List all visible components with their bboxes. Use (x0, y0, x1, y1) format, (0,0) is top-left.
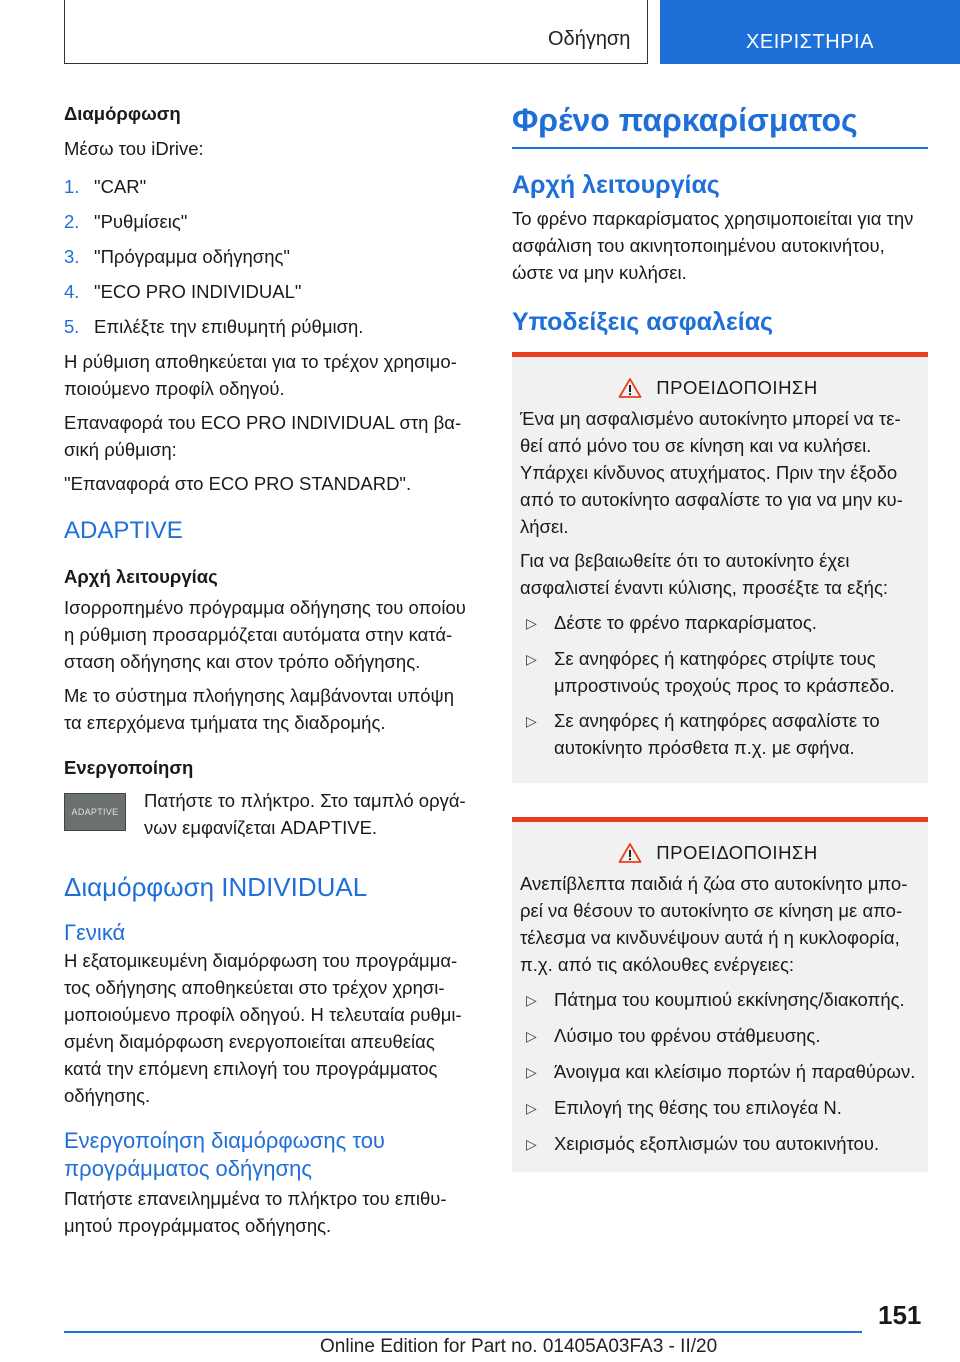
saved-text: Η ρύθμιση αποθηκεύεται για το τρέχον χρησιμοποιούμενο προφίλ οδηγού. (64, 351, 457, 399)
list-item: 4. "ECO PRO INDIVIDUAL" (64, 281, 302, 302)
warning-triangle-icon (618, 842, 642, 864)
principle-text-right: Το φρένο παρκαρίσματος χρησιμοποιείται για την ασφάλιση του ακινητοποιημένου αυτοκινήτου, ώστε να μην κυλήσει. (512, 208, 914, 283)
warning-box-2 (512, 817, 928, 1172)
footer-edition: Online Edition for Part no. 01405A03FA3 - II/20 (320, 1336, 718, 1357)
left-column (64, 100, 476, 1239)
adaptive-heading: ADAPTIVE (64, 517, 183, 544)
tab-controls[interactable]: ΧΕΙΡΙΣΤΗΡΙΑ (660, 0, 960, 64)
list-item: ▷ Άνοιγμα και κλείσιμο πορτών ή παραθύρων. (520, 1058, 916, 1086)
bullet-triangle-icon: ▷ (526, 1136, 537, 1152)
list-item: ▷ Λύσιμο του φρένου στάθμευσης. (520, 1022, 916, 1050)
reset-command: "Επαναφορά στο ECO PRO STANDARD". (64, 473, 412, 494)
activate-config-text: Πατήστε επανειλημμένα το πλήκτρο του επιθυμητού προγράμματος οδήγησης. (64, 1188, 447, 1236)
config-heading: Διαμόρφωση (64, 103, 181, 124)
list-item: 2. "Ρυθμίσεις" (64, 211, 188, 232)
page-number: 151 (878, 1300, 922, 1330)
bullet-triangle-icon: ▷ (526, 713, 537, 729)
list-item: 1. "CAR" (64, 176, 147, 197)
safety-heading: Υποδείξεις ασφαλείας (512, 308, 774, 336)
list-item: ▷ Σε ανηφόρες ή κατηφόρες στρίψτε τους μπροστινούς τροχούς προς το κράσπεδο. (520, 645, 916, 699)
via-idrive-text: Μέσω του iDrive: (64, 138, 204, 159)
list-item: 3. "Πρόγραμμα οδήγησης" (64, 246, 290, 267)
navigation-text: Με το σύστημα πλοήγησης λαμβάνονται υπόψη τα επερχόμενα τμήματα της διαδρομής. (64, 685, 455, 733)
activation-heading: Ενεργοποίηση (64, 757, 194, 778)
activation-row (64, 787, 476, 841)
bullet-triangle-icon: ▷ (526, 615, 537, 631)
list-item: ▷ Σε ανηφόρες ή κατηφόρες ασφαλίστε το αυτοκίνητο πρόσθετα π.χ. με σφήνα. (520, 707, 916, 761)
list-item: ▷ Δέστε το φρένο παρκαρίσματος. (520, 609, 916, 637)
list-item: ▷ Επιλογή της θέσης του επιλογέα N. (520, 1094, 916, 1122)
warning1-list (520, 609, 916, 761)
warning1-text: Ένα μη ασφαλισμένο αυτοκίνητο μπορεί να τεθεί από μόνο του σε κίνηση και να κυλήσει. Υπάρχει κίνδυνος ατυχήματος. Πριν την έξοδο από το αυτοκίνητο ασφαλίστε το για να μην κυλήσει. (520, 408, 903, 537)
right-column (512, 100, 928, 1172)
reset-text: Επαναφορά του ECO PRO INDIVIDUAL στη βασική ρύθμιση: (64, 412, 462, 460)
bullet-triangle-icon: ▷ (526, 1028, 537, 1044)
list-item: ▷ Χειρισμός εξοπλισμών του αυτοκινήτου. (520, 1130, 916, 1158)
bullet-triangle-icon: ▷ (526, 992, 537, 1008)
activate-config-heading: Ενεργοποίηση διαμόρφωσης του προγράμματος οδήγησης (64, 1128, 385, 1181)
warning-title: ΠΡΟΕΙΔΟΠΟΙΗΣΗ (520, 377, 916, 399)
general-text: Η εξατομικευμένη διαμόρφωση του προγράμματος οδήγησης αποθηκεύεται στο τρέχον χρησιμοποιούμενο προφίλ οδηγού. Η τελευταία ρυθμισμένη διαμόρφωση ενεργοποιείται απευθείας κατά την επόμενη επιλογή του προγράμματος οδήγησης. (64, 950, 462, 1106)
adaptive-button-image: ADAPTIVE (64, 793, 126, 831)
header-section: Οδήγηση (548, 28, 631, 50)
warning2-list (520, 986, 916, 1158)
footer-divider (64, 1331, 862, 1333)
general-heading: Γενικά (64, 920, 126, 945)
section-title: Φρένο παρκαρίσματος (512, 102, 858, 138)
bullet-triangle-icon: ▷ (526, 1064, 537, 1080)
principle-heading: Αρχή λειτουργίας (64, 566, 218, 587)
title-divider (512, 147, 928, 149)
warning-box-1 (512, 352, 928, 783)
individual-heading: Διαμόρφωση INDIVIDUAL (64, 872, 368, 902)
principle-heading-right: Αρχή λειτουργίας (512, 171, 720, 199)
warning1-intro: Για να βεβαιωθείτε ότι το αυτοκίνητο έχει ασφαλιστεί έναντι κύλισης, προσέξτε τα εξής: (520, 550, 888, 598)
list-item: ▷ Πάτημα του κουμπιού εκκίνησης/διακοπής. (520, 986, 916, 1014)
list-item: 5. Επιλέξτε την επιθυμητή ρύθμιση. (64, 316, 364, 337)
warning2-text: Ανεπίβλεπτα παιδιά ή ζώα στο αυτοκίνητο μπορεί να θέσουν το αυτοκίνητο σε κίνηση με αποτέλεσμα να κινδυνέψουν αυτά ή η κυκλοφορία, π.χ. από τις ακόλουθες ενέργειες: (520, 873, 908, 975)
principle-text: Ισορροπημένο πρόγραμμα οδήγησης του οποίου η ρύθμιση προσαρμόζεται αυτόματα στην κατάσταση οδήγησης και στον τρόπο οδήγησης. (64, 597, 466, 672)
activation-text: Πατήστε το πλήκτρο. Στο ταμπλό οργάνων εμφανίζεται ADAPTIVE. (144, 790, 466, 838)
bullet-triangle-icon: ▷ (526, 1100, 537, 1116)
steps-list (64, 173, 476, 340)
warning-triangle-icon (618, 377, 642, 399)
bullet-triangle-icon: ▷ (526, 651, 537, 667)
warning-title: ΠΡΟΕΙΔΟΠΟΙΗΣΗ (520, 842, 916, 864)
